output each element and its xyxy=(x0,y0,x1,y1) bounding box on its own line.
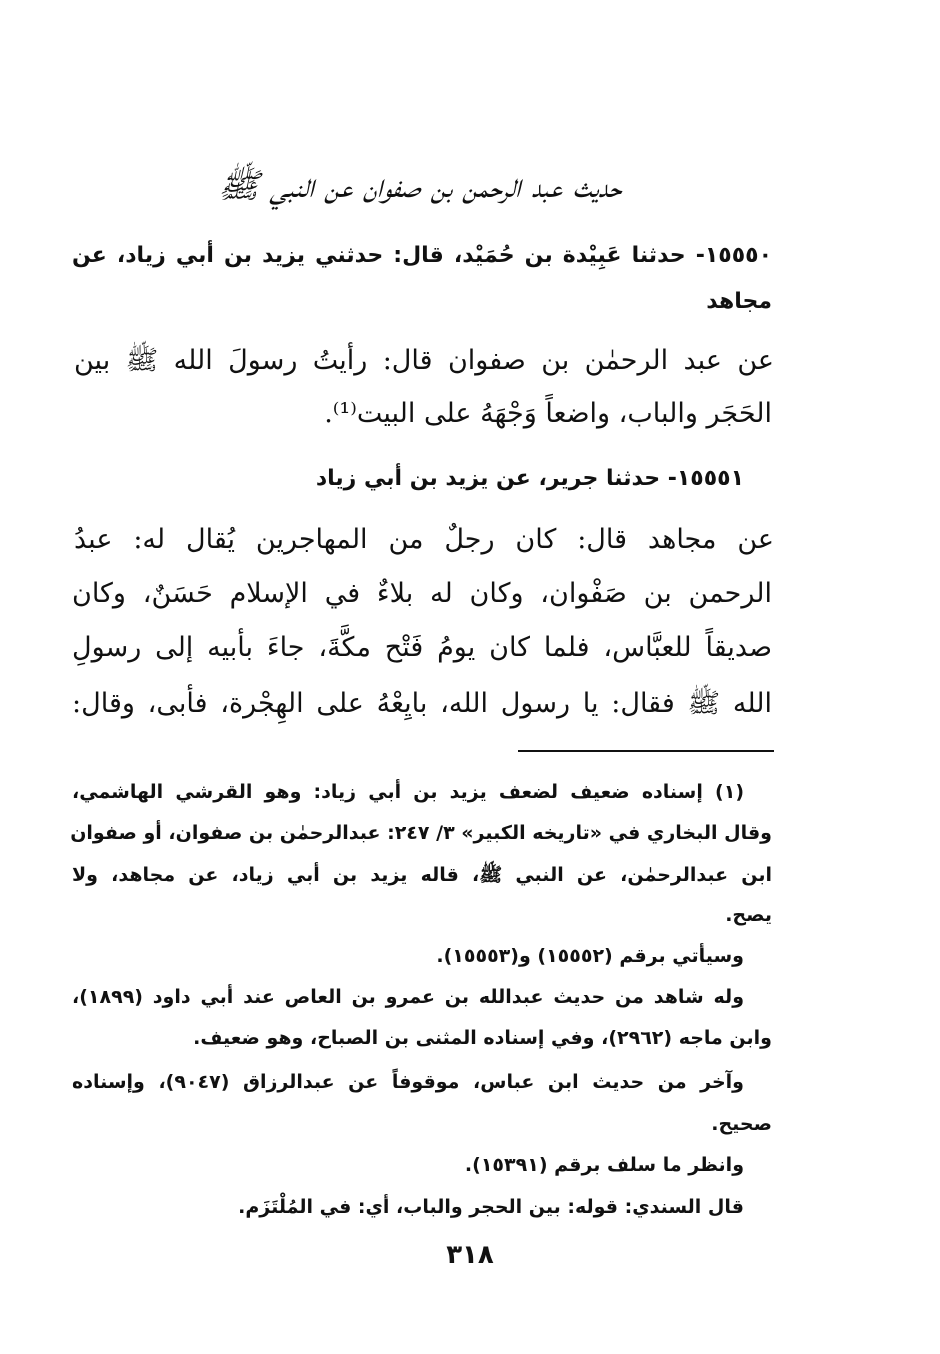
hadith-15551-line-4: صديقاً للعبَّاس، فلما كان يومُ فَتْح مكَّةَ، جاءَ بأبيه إلى رسولِ xyxy=(72,632,772,663)
hadith-15550-line-3: عن عبد الرحمٰن بن صفوان قال: رأيتُ رسولَ الله ﷺ بين xyxy=(74,345,774,376)
hadith-15551-line-1: ١٥٥٥١- حدثنا جرير، عن يزيد بن أبي زياد xyxy=(315,466,744,491)
footnote-line-2: وقال البخاري في «تاريخه الكبير» ٣/ ٢٤٧: عبدالرحمٰن بن صفوان، أو صفوان xyxy=(70,822,772,844)
hadith-15550-line-4: الحَجَر والباب، واضعاً وَجْهَهُ على البيت⁽¹⁾. xyxy=(324,398,772,429)
footnote-line-11: قال السندي: قوله: بين الحجر والباب، أي: في المُلْتَزَم. xyxy=(238,1196,744,1218)
footnote-line-10: وانظر ما سلف برقم (١٥٣٩١). xyxy=(464,1154,744,1176)
hadith-15550-line-2: مجاهد xyxy=(706,289,772,314)
footnote-line-3: ابن عبدالرحمٰن، عن النبي ﷺ، قاله يزيد بن أبي زياد، عن مجاهد، ولا xyxy=(72,864,772,886)
footnote-line-8: وآخر من حديث ابن عباس، موقوفاً عن عبدالرزاق (٩٠٤٧)، وإسناده xyxy=(72,1071,744,1093)
footnote-line-4: يصح. xyxy=(725,904,772,926)
footnote-line-7: وابن ماجه (٢٩٦٢)، وفي إسناده المثنى بن الصباح، وهو ضعيف. xyxy=(193,1027,772,1049)
footnote-line-9: صحيح. xyxy=(711,1113,772,1135)
page-number: ٣١٨ xyxy=(446,1240,494,1270)
footnote-line-1: (١) إسناده ضعيف لضعف يزيد بن أبي زياد: وهو القرشي الهاشمي، xyxy=(72,781,744,803)
footnote-line-5: وسيأتي برقم (١٥٥٥٢) و(١٥٥٥٣). xyxy=(436,945,744,967)
hadith-15551-line-3: الرحمن بن صَفْوان، وكان له بلاءٌ في الإسلام حَسَنٌ، وكان xyxy=(72,578,772,609)
hadith-15551-line-2: عن مجاهد قال: كان رجلٌ من المهاجرين يُقال له: عبدُ xyxy=(74,524,774,555)
hadith-15550-line-1: ١٥٥٥٠- حدثنا عَبِيْدة بن حُمَيْد، قال: حدثني يزيد بن أبي زياد، عن xyxy=(72,243,772,268)
footnote-separator xyxy=(518,750,774,752)
chapter-title: حديث عبد الرحمن بن صفوان عن النبي ﷺ xyxy=(218,166,622,206)
footnote-line-6: وله شاهد من حديث عبدالله بن عمرو بن العاص عند أبي داود (١٨٩٩)، xyxy=(72,986,744,1008)
hadith-15551-line-5: الله ﷺ فقال: يا رسول الله، بايِعْهُ على الهِجْرة، فأبى، وقال: xyxy=(72,688,772,719)
